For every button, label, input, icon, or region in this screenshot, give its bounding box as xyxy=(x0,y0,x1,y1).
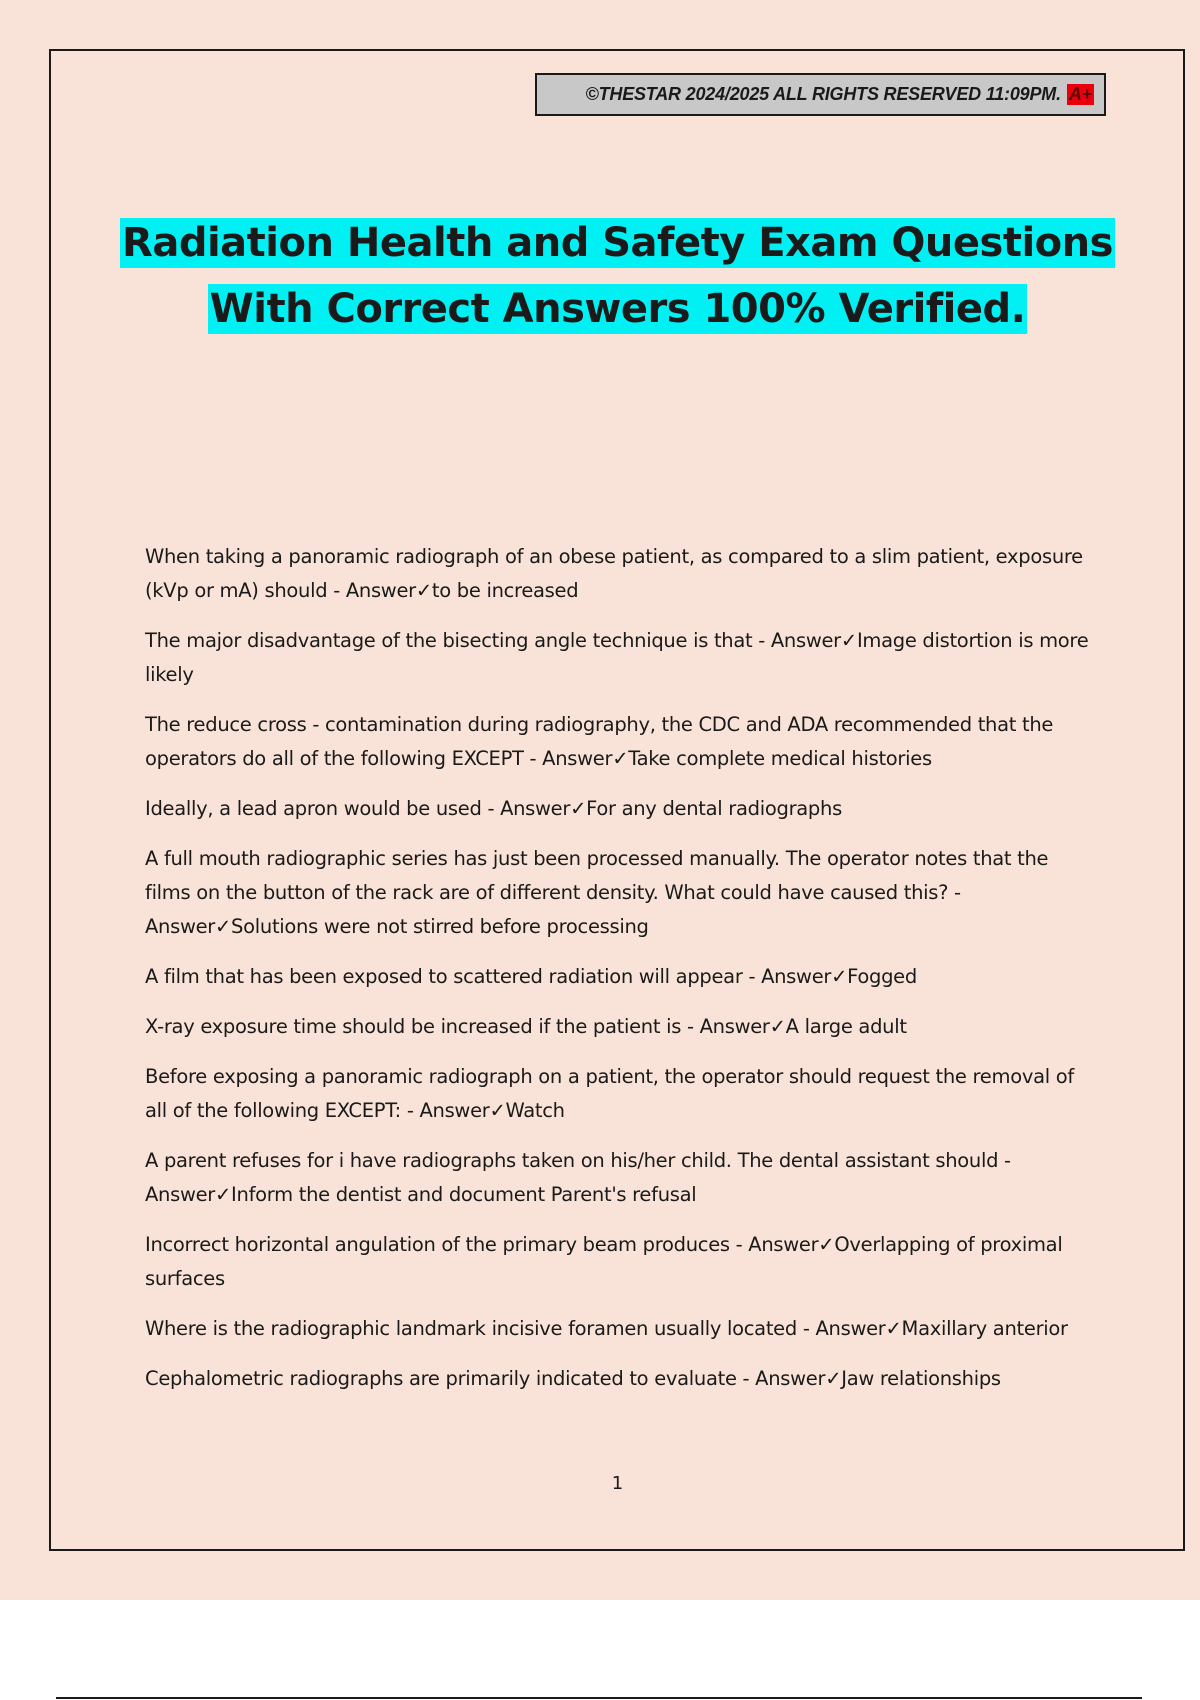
qa-item: Incorrect horizontal angulation of the primary beam produces - Answer✓Overlapping of proximal surfaces xyxy=(145,1233,1063,1290)
qa-item: Before exposing a panoramic radiograph on a patient, the operator should request the removal of all of the following EXCEPT: - Answer✓Watch xyxy=(145,1065,1074,1122)
qa-item: The reduce cross - contamination during radiography, the CDC and ADA recommended that the operators do all of the following EXCEPT - Answer✓Take complete medical histories xyxy=(145,713,1054,770)
page-number: 1 xyxy=(611,1473,624,1494)
copyright-text: ©THESTAR 2024/2025 ALL RIGHTS RESERVED 11:09PM. xyxy=(585,84,1061,104)
qa-item: A parent refuses for i have radiographs taken on his/her child. The dental assistant should - Answer✓Inform the dentist and document Parent's refusal xyxy=(145,1149,1011,1206)
footer-rule xyxy=(56,1697,1142,1699)
qa-item: Cephalometric radiographs are primarily indicated to evaluate - Answer✓Jaw relationships xyxy=(145,1367,1001,1390)
copyright-header xyxy=(535,73,1106,116)
qa-item: Ideally, a lead apron would be used - Answer✓For any dental radiographs xyxy=(145,797,842,820)
question-answer-list xyxy=(145,540,1090,1412)
qa-item: Where is the radiographic landmark incisive foramen usually located - Answer✓Maxillary anterior xyxy=(145,1317,1068,1340)
document-title xyxy=(100,210,1135,342)
title-line-1: Radiation Health and Safety Exam Questions xyxy=(122,220,1113,266)
qa-item: A full mouth radiographic series has just been processed manually. The operator notes that the films on the button of the rack are of different density. What could have caused this? - Answer✓Solutions were not stirred before processing xyxy=(145,847,1049,938)
grade-badge: A+ xyxy=(1068,84,1092,104)
qa-item: The major disadvantage of the bisecting angle technique is that - Answer✓Image distortion is more likely xyxy=(145,629,1089,686)
title-line-2: With Correct Answers 100% Verified. xyxy=(209,286,1026,332)
qa-item: A film that has been exposed to scattered radiation will appear - Answer✓Fogged xyxy=(145,965,917,988)
qa-item: X-ray exposure time should be increased if the patient is - Answer✓A large adult xyxy=(145,1015,907,1038)
qa-item: When taking a panoramic radiograph of an obese patient, as compared to a slim patient, exposure (kVp or mA) should - Answer✓to be increased xyxy=(145,545,1083,602)
